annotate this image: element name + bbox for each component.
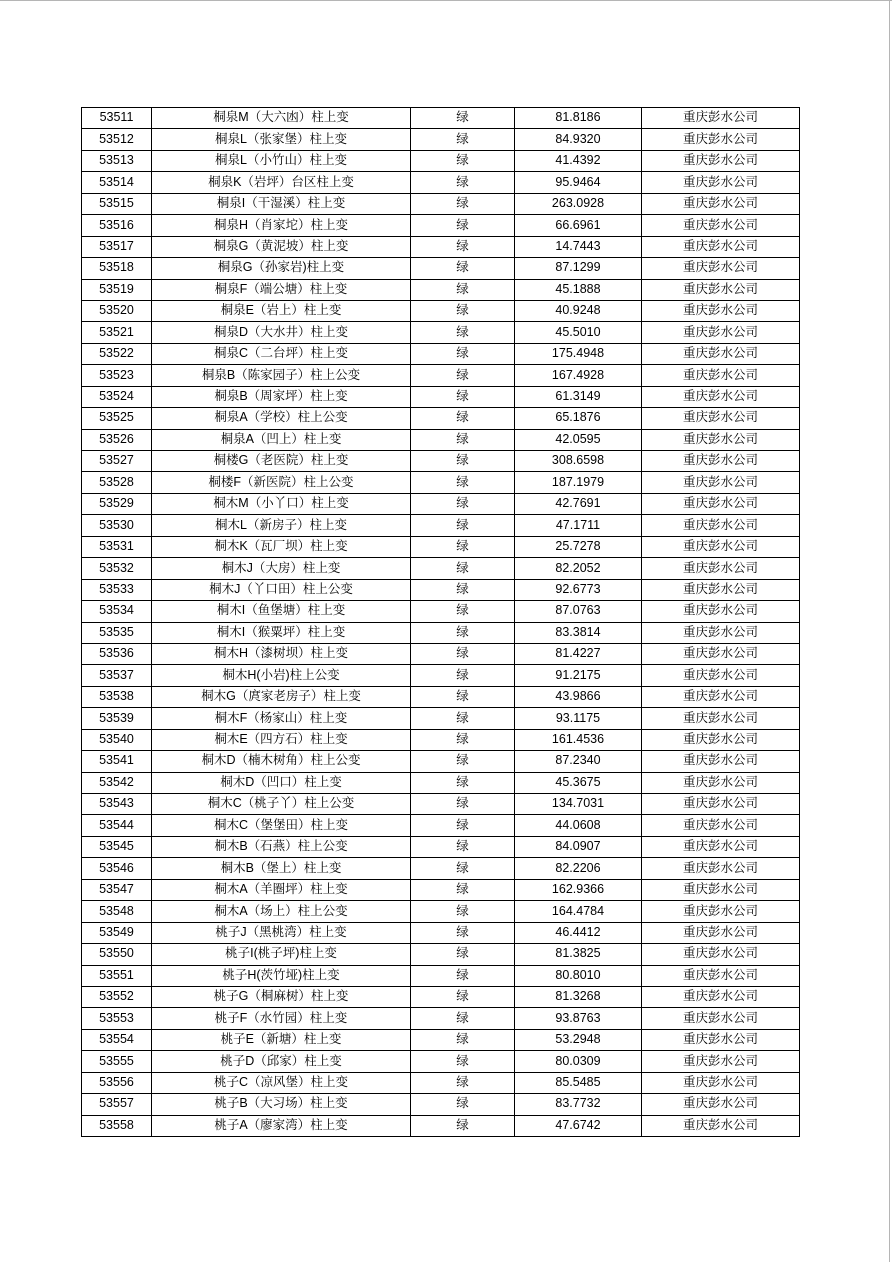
row-company-cell: 重庆彭水公司 [642,1115,800,1136]
row-status-cell: 绿 [411,536,515,557]
table-row [82,1115,800,1136]
row-name-cell: 桃子I(桃子坪)柱上变 [152,944,411,965]
row-name-cell: 桐木I（猴粟坪）柱上变 [152,622,411,643]
row-name-cell: 桃子E（新塘）柱上变 [152,1029,411,1050]
table-row [82,901,800,922]
row-status-cell: 绿 [411,1094,515,1115]
row-id-cell: 53519 [82,279,152,300]
row-id-cell: 53513 [82,150,152,171]
table-row [82,215,800,236]
row-name-cell: 桐木B（石燕）柱上公变 [152,836,411,857]
table-row [82,258,800,279]
row-name-cell: 桐木A（场上）柱上公变 [152,901,411,922]
table-row [82,150,800,171]
row-status-cell: 绿 [411,708,515,729]
row-status-cell: 绿 [411,258,515,279]
table-row [82,493,800,514]
row-value-cell: 162.9366 [515,879,642,900]
row-company-cell: 重庆彭水公司 [642,365,800,386]
row-id-cell: 53529 [82,493,152,514]
table-row [82,944,800,965]
row-id-cell: 53548 [82,901,152,922]
row-value-cell: 308.6598 [515,451,642,472]
row-name-cell: 桃子C（凉风堡）柱上变 [152,1072,411,1093]
row-id-cell: 53539 [82,708,152,729]
page-top-edge-line [0,0,892,1]
row-id-cell: 53557 [82,1094,152,1115]
row-name-cell: 桐木F（杨家山）柱上变 [152,708,411,729]
row-status-cell: 绿 [411,922,515,943]
row-status-cell: 绿 [411,601,515,622]
row-company-cell: 重庆彭水公司 [642,601,800,622]
row-value-cell: 93.1175 [515,708,642,729]
row-status-cell: 绿 [411,686,515,707]
row-status-cell: 绿 [411,386,515,407]
row-value-cell: 40.9248 [515,300,642,321]
row-company-cell: 重庆彭水公司 [642,1094,800,1115]
row-value-cell: 81.4227 [515,643,642,664]
row-id-cell: 53518 [82,258,152,279]
table-row [82,193,800,214]
row-company-cell: 重庆彭水公司 [642,515,800,536]
row-name-cell: 桃子G（桐麻树）柱上变 [152,986,411,1007]
row-value-cell: 47.1711 [515,515,642,536]
row-value-cell: 84.9320 [515,129,642,150]
row-name-cell: 桐泉A（凹上）柱上变 [152,429,411,450]
row-company-cell: 重庆彭水公司 [642,815,800,836]
row-company-cell: 重庆彭水公司 [642,836,800,857]
row-value-cell: 53.2948 [515,1029,642,1050]
row-id-cell: 53536 [82,643,152,664]
row-status-cell: 绿 [411,300,515,321]
row-status-cell: 绿 [411,858,515,879]
row-status-cell: 绿 [411,944,515,965]
table-row [82,601,800,622]
row-company-cell: 重庆彭水公司 [642,172,800,193]
row-status-cell: 绿 [411,493,515,514]
row-name-cell: 桐泉D（大水井）柱上变 [152,322,411,343]
row-status-cell: 绿 [411,729,515,750]
row-id-cell: 53533 [82,579,152,600]
row-value-cell: 87.2340 [515,751,642,772]
row-value-cell: 46.4412 [515,922,642,943]
row-status-cell: 绿 [411,643,515,664]
row-status-cell: 绿 [411,794,515,815]
row-status-cell: 绿 [411,365,515,386]
row-name-cell: 桃子F（水竹园）柱上变 [152,1008,411,1029]
row-status-cell: 绿 [411,622,515,643]
row-id-cell: 53531 [82,536,152,557]
row-status-cell: 绿 [411,236,515,257]
row-name-cell: 桐木C（桃子丫）柱上公变 [152,794,411,815]
row-id-cell: 53546 [82,858,152,879]
row-value-cell: 42.7691 [515,493,642,514]
table-row [82,858,800,879]
row-status-cell: 绿 [411,129,515,150]
row-status-cell: 绿 [411,429,515,450]
row-company-cell: 重庆彭水公司 [642,729,800,750]
page-right-edge-line [889,0,890,1262]
row-company-cell: 重庆彭水公司 [642,558,800,579]
row-company-cell: 重庆彭水公司 [642,622,800,643]
row-status-cell: 绿 [411,172,515,193]
table-row [82,343,800,364]
row-value-cell: 41.4392 [515,150,642,171]
row-id-cell: 53526 [82,429,152,450]
row-value-cell: 45.3675 [515,772,642,793]
row-value-cell: 91.2175 [515,665,642,686]
row-id-cell: 53554 [82,1029,152,1050]
row-name-cell: 桐木D（凹口）柱上变 [152,772,411,793]
row-id-cell: 53534 [82,601,152,622]
table-row [82,472,800,493]
row-company-cell: 重庆彭水公司 [642,429,800,450]
row-company-cell: 重庆彭水公司 [642,965,800,986]
row-company-cell: 重庆彭水公司 [642,858,800,879]
row-value-cell: 167.4928 [515,365,642,386]
row-company-cell: 重庆彭水公司 [642,536,800,557]
row-status-cell: 绿 [411,1008,515,1029]
row-status-cell: 绿 [411,108,515,129]
row-company-cell: 重庆彭水公司 [642,493,800,514]
row-name-cell: 桐泉B（周家坪）柱上变 [152,386,411,407]
row-status-cell: 绿 [411,343,515,364]
row-id-cell: 53527 [82,451,152,472]
table-row [82,429,800,450]
row-company-cell: 重庆彭水公司 [642,408,800,429]
row-value-cell: 263.0928 [515,193,642,214]
row-name-cell: 桐泉E（岩上）柱上变 [152,300,411,321]
row-value-cell: 45.1888 [515,279,642,300]
row-company-cell: 重庆彭水公司 [642,708,800,729]
transformer-data-table [81,107,800,1137]
row-company-cell: 重庆彭水公司 [642,643,800,664]
table-row [82,1072,800,1093]
row-value-cell: 175.4948 [515,343,642,364]
row-value-cell: 84.0907 [515,836,642,857]
row-name-cell: 桐泉L（小竹山）柱上变 [152,150,411,171]
row-company-cell: 重庆彭水公司 [642,300,800,321]
row-id-cell: 53512 [82,129,152,150]
row-value-cell: 83.3814 [515,622,642,643]
table-row [82,279,800,300]
row-status-cell: 绿 [411,579,515,600]
row-company-cell: 重庆彭水公司 [642,922,800,943]
row-name-cell: 桃子J（黑桃湾）柱上变 [152,922,411,943]
row-name-cell: 桐木C（堡堡田）柱上变 [152,815,411,836]
row-name-cell: 桐木M（小丫口）柱上变 [152,493,411,514]
row-value-cell: 47.6742 [515,1115,642,1136]
row-value-cell: 45.5010 [515,322,642,343]
row-value-cell: 164.4784 [515,901,642,922]
table-row [82,1029,800,1050]
row-company-cell: 重庆彭水公司 [642,322,800,343]
row-id-cell: 53542 [82,772,152,793]
row-company-cell: 重庆彭水公司 [642,986,800,1007]
row-company-cell: 重庆彭水公司 [642,751,800,772]
row-company-cell: 重庆彭水公司 [642,129,800,150]
row-value-cell: 134.7031 [515,794,642,815]
row-id-cell: 53544 [82,815,152,836]
row-value-cell: 93.8763 [515,1008,642,1029]
row-status-cell: 绿 [411,836,515,857]
row-company-cell: 重庆彭水公司 [642,794,800,815]
row-status-cell: 绿 [411,1115,515,1136]
row-value-cell: 80.8010 [515,965,642,986]
row-name-cell: 桐泉G（黄泥坡）柱上变 [152,236,411,257]
row-id-cell: 53530 [82,515,152,536]
row-status-cell: 绿 [411,879,515,900]
table-row [82,579,800,600]
row-status-cell: 绿 [411,965,515,986]
table-row [82,108,800,129]
row-company-cell: 重庆彭水公司 [642,665,800,686]
row-id-cell: 53511 [82,108,152,129]
row-name-cell: 桐泉K（岩坪）台区柱上变 [152,172,411,193]
row-name-cell: 桐木I（鱼堡塘）柱上变 [152,601,411,622]
table-row [82,986,800,1007]
row-name-cell: 桃子D（邱家）柱上变 [152,1051,411,1072]
row-name-cell: 桐泉I（干湿溪）柱上变 [152,193,411,214]
row-value-cell: 65.1876 [515,408,642,429]
row-name-cell: 桐木J（大房）柱上变 [152,558,411,579]
row-name-cell: 桐泉G（孙家岩)柱上变 [152,258,411,279]
row-company-cell: 重庆彭水公司 [642,686,800,707]
row-value-cell: 80.0309 [515,1051,642,1072]
row-value-cell: 83.7732 [515,1094,642,1115]
table-row [82,322,800,343]
row-value-cell: 81.3825 [515,944,642,965]
row-id-cell: 53545 [82,836,152,857]
row-company-cell: 重庆彭水公司 [642,108,800,129]
row-status-cell: 绿 [411,215,515,236]
row-value-cell: 42.0595 [515,429,642,450]
row-status-cell: 绿 [411,772,515,793]
row-company-cell: 重庆彭水公司 [642,1051,800,1072]
table-row [82,965,800,986]
row-id-cell: 53558 [82,1115,152,1136]
row-id-cell: 53556 [82,1072,152,1093]
row-company-cell: 重庆彭水公司 [642,472,800,493]
table-row [82,794,800,815]
row-status-cell: 绿 [411,279,515,300]
row-name-cell: 桐木E（四方石）柱上变 [152,729,411,750]
row-name-cell: 桐木H(小岩)柱上公变 [152,665,411,686]
row-name-cell: 桐木D（楠木树角）柱上公变 [152,751,411,772]
row-name-cell: 桐楼G（老医院）柱上变 [152,451,411,472]
row-status-cell: 绿 [411,193,515,214]
row-value-cell: 44.0608 [515,815,642,836]
table-row [82,1051,800,1072]
row-status-cell: 绿 [411,472,515,493]
row-name-cell: 桐木K（瓦厂坝）柱上变 [152,536,411,557]
table-row [82,708,800,729]
table-row [82,300,800,321]
row-value-cell: 85.5485 [515,1072,642,1093]
row-status-cell: 绿 [411,665,515,686]
row-status-cell: 绿 [411,408,515,429]
row-status-cell: 绿 [411,451,515,472]
table-row [82,536,800,557]
row-id-cell: 53524 [82,386,152,407]
row-name-cell: 桐泉M（大六凼）柱上变 [152,108,411,129]
row-name-cell: 桐木A（羊圈坪）柱上变 [152,879,411,900]
row-id-cell: 53517 [82,236,152,257]
row-name-cell: 桐泉H（肖家坨）柱上变 [152,215,411,236]
row-value-cell: 81.8186 [515,108,642,129]
table-row [82,365,800,386]
row-id-cell: 53555 [82,1051,152,1072]
row-company-cell: 重庆彭水公司 [642,579,800,600]
row-id-cell: 53532 [82,558,152,579]
row-value-cell: 87.1299 [515,258,642,279]
row-id-cell: 53547 [82,879,152,900]
row-id-cell: 53523 [82,365,152,386]
row-company-cell: 重庆彭水公司 [642,901,800,922]
table-row [82,408,800,429]
row-status-cell: 绿 [411,515,515,536]
row-status-cell: 绿 [411,150,515,171]
row-name-cell: 桐木J（丫口田）柱上公变 [152,579,411,600]
table-row [82,172,800,193]
row-id-cell: 53537 [82,665,152,686]
table-row [82,815,800,836]
table-row [82,772,800,793]
row-name-cell: 桐木G（庹家老房子）柱上变 [152,686,411,707]
row-value-cell: 14.7443 [515,236,642,257]
row-name-cell: 桐楼F（新医院）柱上公变 [152,472,411,493]
row-name-cell: 桐木B（堡上）柱上变 [152,858,411,879]
table-row [82,665,800,686]
row-name-cell: 桐泉F（端公塘）柱上变 [152,279,411,300]
row-company-cell: 重庆彭水公司 [642,386,800,407]
row-company-cell: 重庆彭水公司 [642,236,800,257]
row-company-cell: 重庆彭水公司 [642,1008,800,1029]
table-row [82,879,800,900]
row-id-cell: 53538 [82,686,152,707]
row-company-cell: 重庆彭水公司 [642,193,800,214]
row-status-cell: 绿 [411,751,515,772]
row-company-cell: 重庆彭水公司 [642,150,800,171]
row-company-cell: 重庆彭水公司 [642,258,800,279]
row-id-cell: 53514 [82,172,152,193]
row-id-cell: 53543 [82,794,152,815]
table-row [82,1094,800,1115]
row-id-cell: 53535 [82,622,152,643]
row-name-cell: 桃子B（大习场）柱上变 [152,1094,411,1115]
row-id-cell: 53516 [82,215,152,236]
row-value-cell: 95.9464 [515,172,642,193]
row-status-cell: 绿 [411,1051,515,1072]
row-id-cell: 53520 [82,300,152,321]
table-row [82,386,800,407]
row-company-cell: 重庆彭水公司 [642,279,800,300]
table-row [82,643,800,664]
table-row [82,686,800,707]
row-status-cell: 绿 [411,1029,515,1050]
row-company-cell: 重庆彭水公司 [642,451,800,472]
row-name-cell: 桐泉L（张家堡）柱上变 [152,129,411,150]
row-status-cell: 绿 [411,1072,515,1093]
row-value-cell: 87.0763 [515,601,642,622]
table-row [82,729,800,750]
row-company-cell: 重庆彭水公司 [642,215,800,236]
row-value-cell: 81.3268 [515,986,642,1007]
row-id-cell: 53521 [82,322,152,343]
row-company-cell: 重庆彭水公司 [642,944,800,965]
table-row [82,922,800,943]
row-value-cell: 43.9866 [515,686,642,707]
row-name-cell: 桃子A（廖家湾）柱上变 [152,1115,411,1136]
table-row [82,515,800,536]
row-id-cell: 53551 [82,965,152,986]
row-value-cell: 161.4536 [515,729,642,750]
row-id-cell: 53549 [82,922,152,943]
row-value-cell: 82.2052 [515,558,642,579]
row-value-cell: 187.1979 [515,472,642,493]
row-company-cell: 重庆彭水公司 [642,879,800,900]
row-id-cell: 53525 [82,408,152,429]
row-value-cell: 25.7278 [515,536,642,557]
table-row [82,751,800,772]
row-company-cell: 重庆彭水公司 [642,1072,800,1093]
table-row [82,236,800,257]
row-company-cell: 重庆彭水公司 [642,343,800,364]
row-company-cell: 重庆彭水公司 [642,1029,800,1050]
row-status-cell: 绿 [411,901,515,922]
row-status-cell: 绿 [411,986,515,1007]
row-value-cell: 61.3149 [515,386,642,407]
row-status-cell: 绿 [411,815,515,836]
table-body [82,108,800,1137]
row-id-cell: 53550 [82,944,152,965]
row-id-cell: 53515 [82,193,152,214]
table-row [82,129,800,150]
row-name-cell: 桐木L（新房子）柱上变 [152,515,411,536]
row-name-cell: 桐木H（漆树坝）柱上变 [152,643,411,664]
row-name-cell: 桐泉A（学校）柱上公变 [152,408,411,429]
row-company-cell: 重庆彭水公司 [642,772,800,793]
row-name-cell: 桐泉C（二台坪）柱上变 [152,343,411,364]
row-value-cell: 82.2206 [515,858,642,879]
row-id-cell: 53522 [82,343,152,364]
row-id-cell: 53541 [82,751,152,772]
table-row [82,558,800,579]
row-name-cell: 桃子H(茨竹垭)柱上变 [152,965,411,986]
row-id-cell: 53540 [82,729,152,750]
row-id-cell: 53528 [82,472,152,493]
table-row [82,622,800,643]
table-row [82,451,800,472]
row-value-cell: 66.6961 [515,215,642,236]
row-status-cell: 绿 [411,558,515,579]
row-id-cell: 53553 [82,1008,152,1029]
table-row [82,1008,800,1029]
row-id-cell: 53552 [82,986,152,1007]
row-value-cell: 92.6773 [515,579,642,600]
row-status-cell: 绿 [411,322,515,343]
row-name-cell: 桐泉B（陈家园子）柱上公变 [152,365,411,386]
table-row [82,836,800,857]
